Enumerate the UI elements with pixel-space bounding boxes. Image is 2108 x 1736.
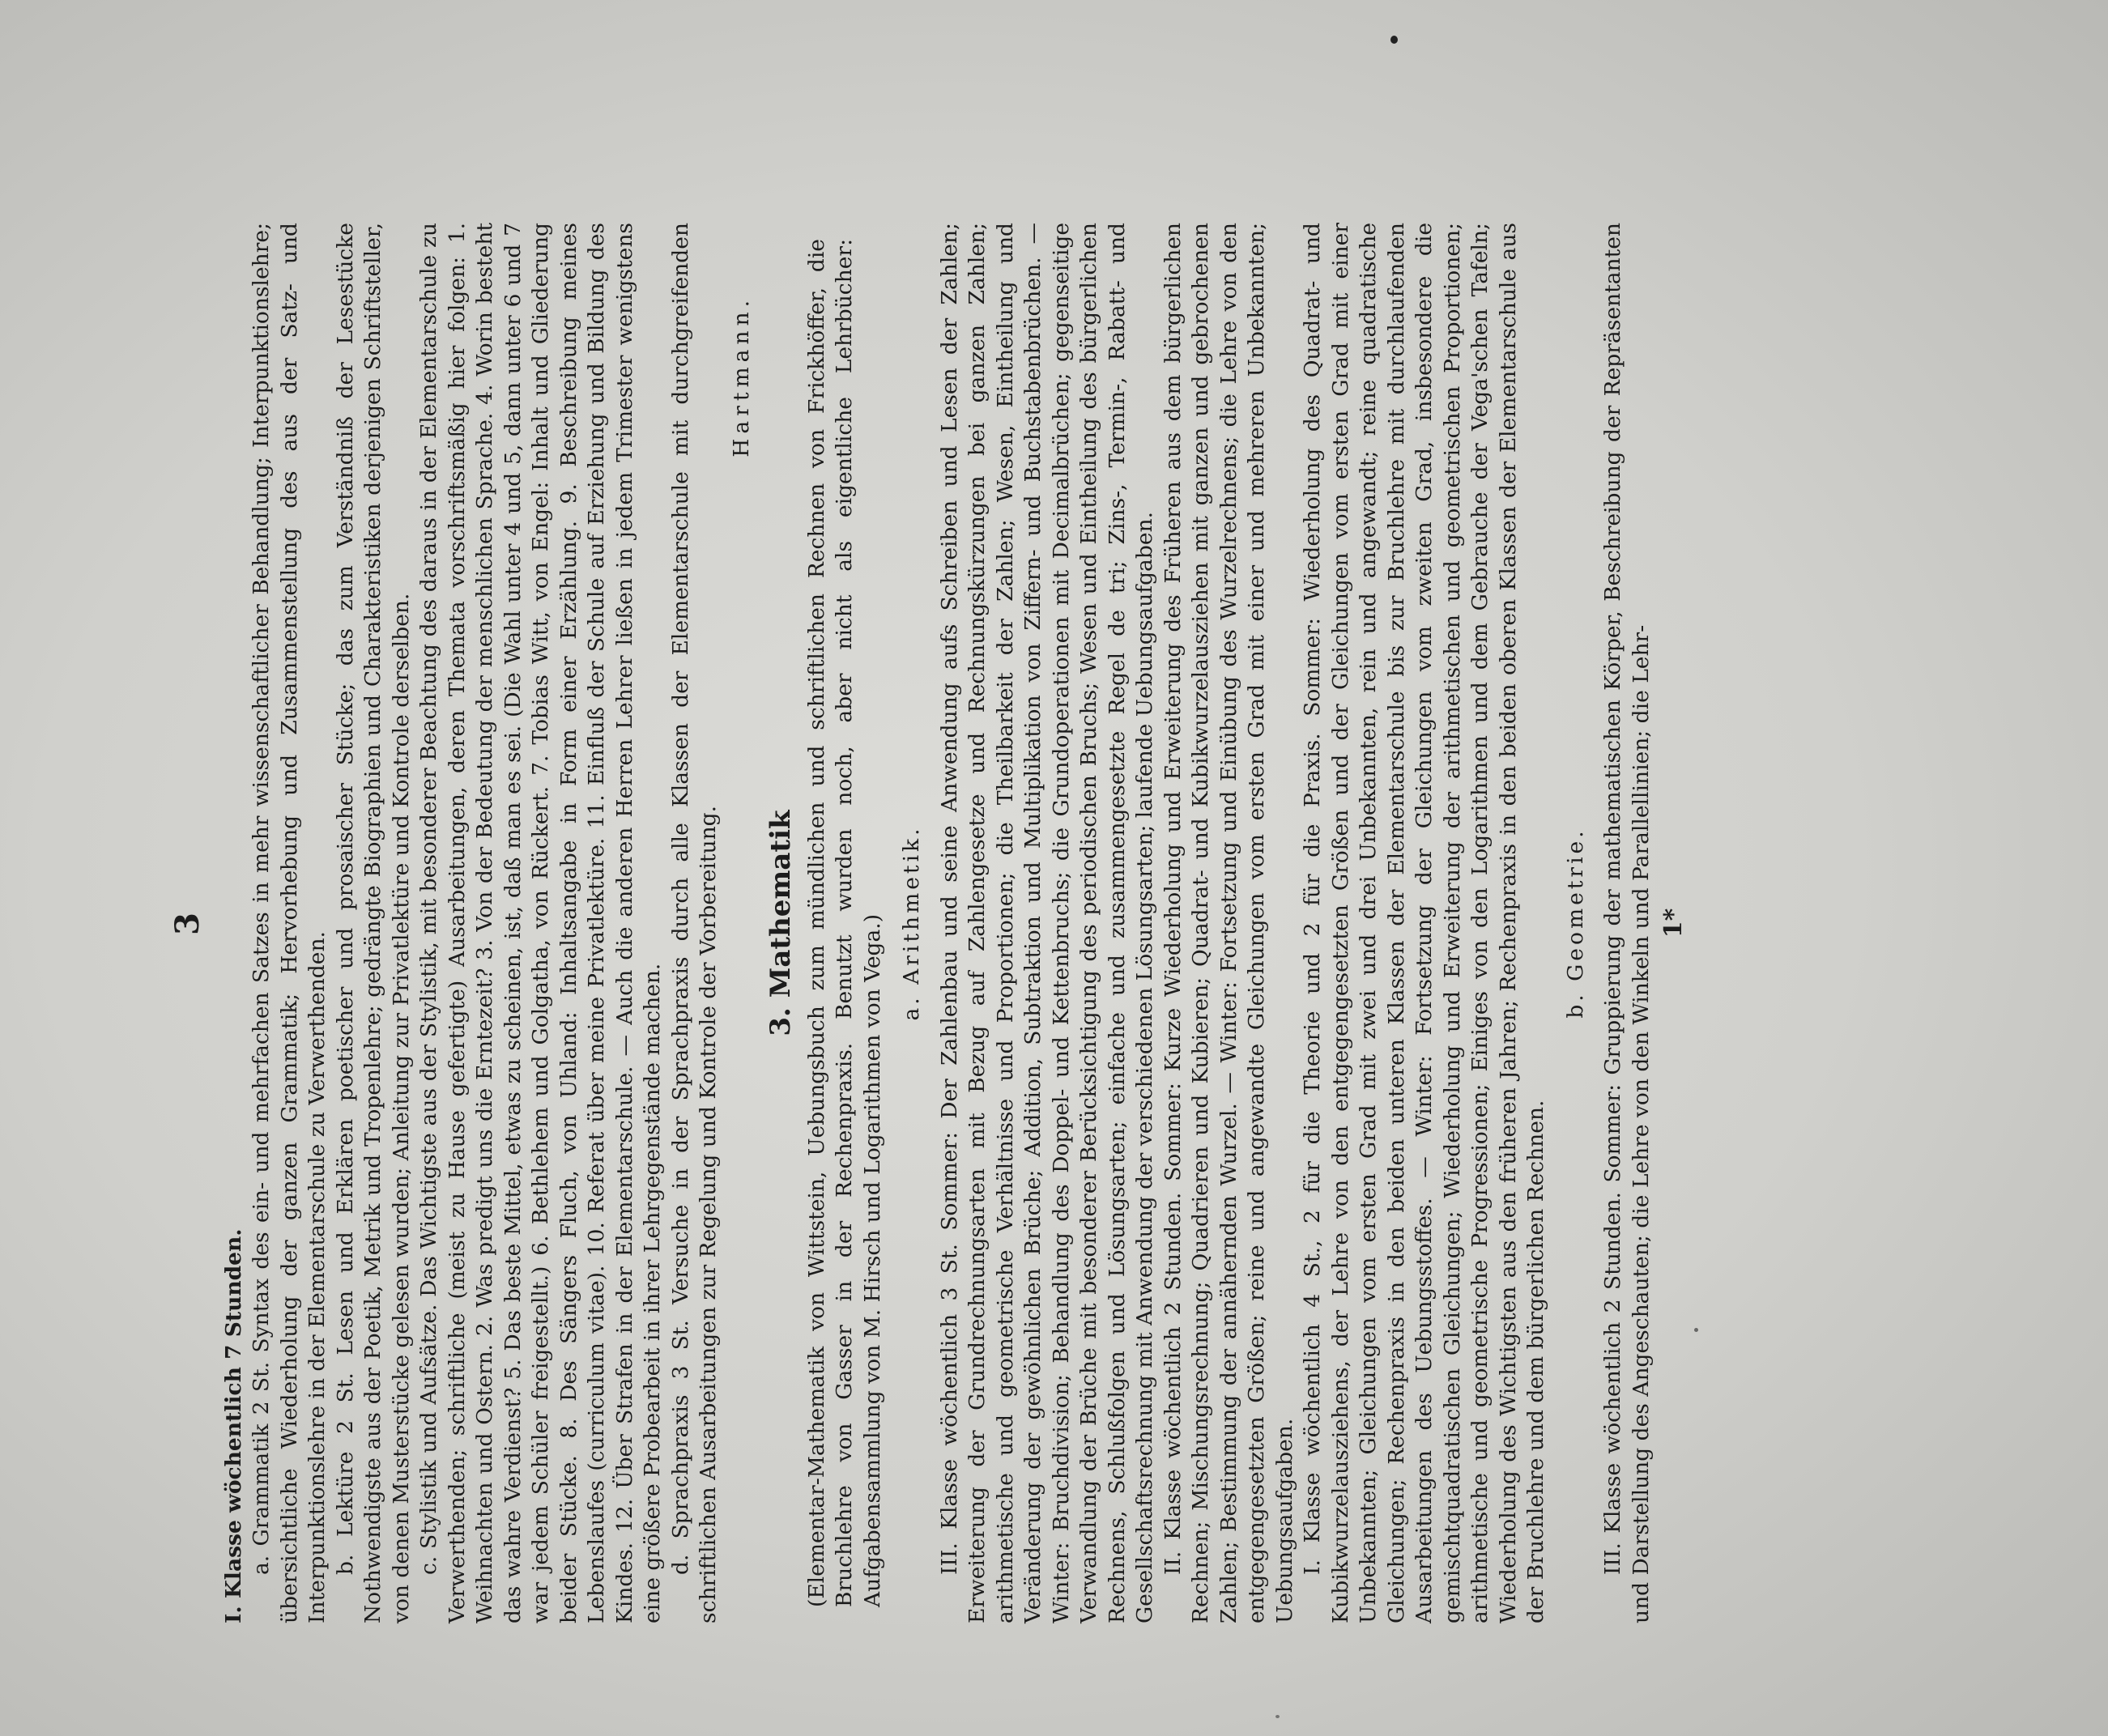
ink-speck — [1275, 1715, 1280, 1718]
class-1-heading: I. Klasse wöchentlich 7 Stunden. — [220, 1228, 246, 1623]
ink-speck — [1390, 36, 1398, 44]
geometry-class-3: III. Klasse wöchentlich 2 Stunden. Sommer: Gruppierung der mathematischen Körper, Beschreibung der Repräsentanten und Darstellung des Angeschauten; die Lehre von den Winkeln und Parallellinien; die Lehr- — [1600, 223, 1654, 1623]
reading-paragraph: b. Lektüre 2 St. Lesen und Erklären poetischer und prosaischer Stücke; das zum Verständniß der Lesestücke Nothwendigste aus der Poetik, Metrik und Tropenlehre; gedrängte Biographien und Charakteristiken derjenigen Schriftsteller, von denen Musterstücke gelesen wurden; Anleitung zur Privatlektüre und Kontrole derselben. — [332, 223, 414, 1623]
page-number: 3 — [168, 911, 207, 935]
arithmetic-class-1: I. Klasse wöchentlich 4 St., 2 für die Theorie und 2 für die Praxis. Sommer: Wiederholung des Quadrat- und Kubikwurzelausziehens, der Lehre von den entgegengesetzten Größen und der Gleichungen vom ersten Grad mit einer Unbekannten; Gleichungen vom ersten Grad mit zwei und drei Unbekannten, rein und angewandt; reine quadratische Gleichungen; Rechenpraxis in den beiden unteren Klassen der Elementarschule bis zur Bruchlehre mit durchlaufenden Ausarbeitungen des Uebungsstoffes. — Winter: Fortsetzung der Gleichungen vom zweiten Grad, insbesondere die gemischtquadratischen Gleichungen; Wiederholung und Erweiterung der arithmetischen und geometrischen Proportionen; arithmetische und geometrische Progressionen; Einiges von den Logarithmen und dem Gebrauche der Vega'schen Tafeln; Wiederholung des Wichtigsten aus den früheren Jahren; Rechenpraxis in den beiden oberen Klassen der Elementarschule aus der Bruchlehre und dem bürgerlichen Rechnen. — [1300, 223, 1548, 1623]
language-practice-paragraph: d. Sprachpraxis 3 St. Versuche in der Sprachpraxis durch alle Klassen der Elementarschule mit durchgreifenden schriftlichen Ausarbeitungen zur Regelung und Kontrole der Vorbereitung. — [667, 223, 721, 1623]
rotated-text-block — [168, 223, 1737, 1623]
textbooks-note: (Elementar-Mathematik von Wittstein, Uebungsbuch zum mündlichen und schriftlichen Rechnen von Frickhöffer, die Bruchlehre von Gasser in der Rechenpraxis. Benutzt wurden noch, aber nicht als eigentliche Lehrbücher: Aufgabensammlung von M. Hirsch und Logarithmen von Vega.) — [803, 239, 885, 1607]
stylistics-paragraph: c. Stylistik und Aufsätze. Das Wichtigste aus der Stylistik, mit besonderer Beachtung des daraus in der Elementarschule zu Verwerthenden; schriftliche (meist zu Hause gefertigte) Ausarbeitungen, deren Themata vorschriftsmäßig hier folgen: 1. Weihnachten und Ostern. 2. Was predigt uns die Erntezeit? 3. Von der Bedeutung der menschlichen Sprache. 4. Worin besteht das wahre Verdienst? 5. Das beste Mittel, etwas zu scheinen, ist, daß man es sei. (Die Wahl unter 4 und 5, dann unter 6 und 7 war jedem Schüler freigestellt.) 6. Bethlehem und Golgatha, von Rückert. 7. Tobias Witt, von Engel: Inhalt und Gliederung beider Stücke. 8. Des Sängers Fluch, von Uhland: Inhaltsangabe in Form einer Erzählung. 9. Beschreibung meines Lebenslaufes (curriculum vitae). 10. Referat über meine Privatlektüre. 11. Einfluß der Schule auf Erziehung und Bildung des Kindes. 12. Über Strafen in der Elementarschule. — Auch die anderen Herren Lehrer ließen in jedem Trimester wenigstens eine größere Probearbeit in ihrer Lehrgegenstände machen. — [416, 223, 665, 1623]
section-title-mathematics: 3. Mathematik — [764, 810, 797, 1036]
arithmetic-class-3: III. Klasse wöchentlich 3 St. Sommer: Der Zahlenbau und seine Anwendung aufs Schreiben und Lesen der Zahlen; Erweiterung der Grundrechnungsarten mit Bezug auf Zahlengesetze und Rechnungskürzungen bei ganzen Zahlen; arithmetische und geometrische Verhältnisse und Proportionen; die Theilbarkeit der Zahlen; Wesen, Eintheilung und Veränderung der gewöhnlichen Brüche; Addition, Subtraktion und Multiplikation von Ziffern- und Buchstabenbrüchen. — Winter: Bruchdivision; Behandlung des Doppel- und Kettenbruchs; die Grundoperationen mit Decimalbrüchen; gegenseitige Verwandlung der Brüche mit besonderer Berücksichtigung des periodischen Bruchs; Wesen und Eintheilung des bürgerlichen Rechnens, Schlußfolgen und Lösungsarten; einfache und zusammengesetzte Regel de tri; Zins-, Termin-, Rabatt- und Gesellschaftsrechnung mit Anwendung der verschiedenen Lösungsarten; laufende Uebungsaufgaben. — [936, 223, 1157, 1623]
grammar-paragraph: a. Grammatik 2 St. Syntax des ein- und mehrfachen Satzes in mehr wissenschaftlicher Behandlung; Interpunktionslehre; übersichtliche Wiederholung der ganzen Grammatik; Hervorhebung und Zusammenstellung des aus der Satz- und Interpunktionslehre in der Elementarschule zu Verwerthenden. — [249, 223, 330, 1623]
subsection-geometry: b. Geometrie. — [1562, 828, 1588, 1019]
author-signature: Hartmann. — [728, 296, 754, 457]
subsection-arithmetic: a. Arithmetik. — [899, 825, 924, 1021]
arithmetic-class-2: II. Klasse wöchentlich 2 Stunden. Sommer: Kurze Wiederholung und Erweiterung des Früheren aus dem bürgerlichen Rechnen; Mischungsrechnung; Quadrieren und Kubieren; Quadrat- und Kubikwurzelausziehen mit ganzen und gebrochenen Zahlen; Bestimmung der annähernden Wurzel. — Winter: Fortsetzung und Einübung des Wurzelrechnens; die Lehre von den entgegengesetzten Größen; reine und angewandte Gleichungen vom ersten Grad mit einer und mehreren Unbekannten; Uebungsaufgaben. — [1160, 223, 1297, 1623]
signature-mark: 1* — [1659, 908, 1688, 938]
